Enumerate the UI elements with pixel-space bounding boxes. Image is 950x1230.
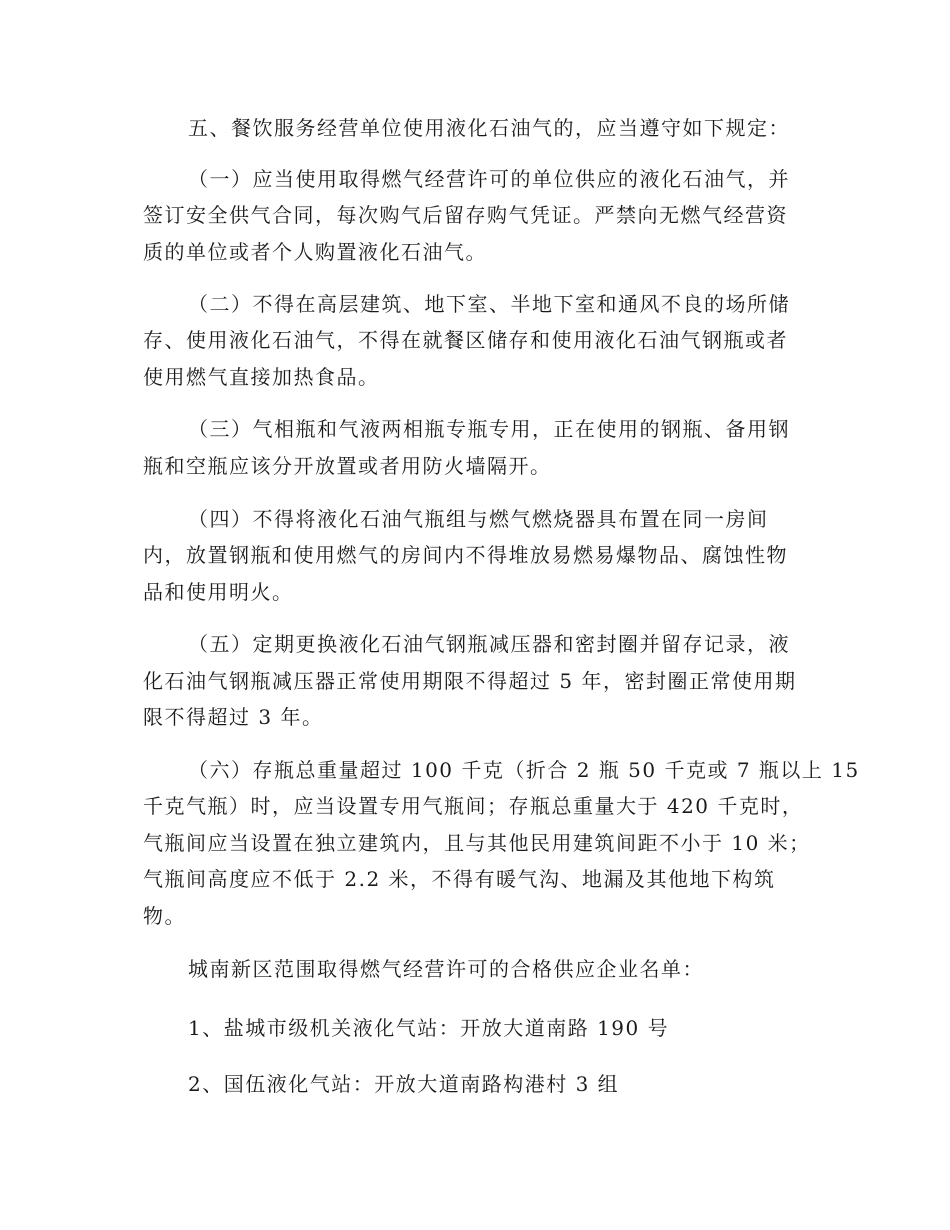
paragraph-line: 内，放置钢瓶和使用燃气的房间内不得堆放易燃易爆物品、腐蚀性物 bbox=[143, 543, 788, 567]
paragraph-line: 物。 bbox=[143, 904, 186, 928]
paragraph-line: （四）不得将液化石油气瓶组与燃气燃烧器具布置在同一房间 bbox=[188, 507, 769, 531]
paragraph-line: （五）定期更换液化石油气钢瓶减压器和密封圈并留存记录，液 bbox=[188, 632, 790, 656]
paragraph-line: 千克气瓶）时，应当设置专用气瓶间；存瓶总重量大于 420 千克时， bbox=[143, 794, 804, 818]
paragraph-line: 使用燃气直接加热食品。 bbox=[143, 365, 380, 389]
paragraph-line: 瓶和空瓶应该分开放置或者用防火墙隔开。 bbox=[143, 454, 552, 478]
paragraph-line: 存、使用液化石油气，不得在就餐区储存和使用液化石油气钢瓶或者 bbox=[143, 328, 788, 352]
paragraph-line: （一）应当使用取得燃气经营许可的单位供应的液化石油气，并 bbox=[188, 167, 790, 191]
paragraph-line: 气瓶间应当设置在独立建筑内，且与其他民用建筑间距不小于 10 米； bbox=[143, 831, 811, 855]
paragraph-line: 品和使用明火。 bbox=[143, 580, 294, 604]
paragraph-line: 化石油气钢瓶减压器正常使用期限不得超过 5 年，密封圈正常使用期 bbox=[143, 669, 797, 693]
paragraph-line: （六）存瓶总重量超过 100 千克（折合 2 瓶 50 千克或 7 瓶以上 15 bbox=[188, 758, 860, 782]
paragraph-line: 签订安全供气合同，每次购气后留存购气凭证。严禁向无燃气经营资 bbox=[143, 203, 788, 227]
list-heading: 城南新区范围取得燃气经营许可的合格供应企业名单： bbox=[188, 957, 704, 981]
list-item: 2、国伍液化气站：开放大道南路构港村 3 组 bbox=[188, 1072, 620, 1096]
paragraph-line: 气瓶间高度应不低于 2.2 米，不得有暖气沟、地漏及其他地下构筑 bbox=[143, 867, 776, 891]
paragraph-line: （三）气相瓶和气液两相瓶专瓶专用，正在使用的钢瓶、备用钢 bbox=[188, 417, 790, 441]
paragraph-line: 限不得超过 3 年。 bbox=[143, 705, 324, 729]
paragraph-line: 质的单位或者个人购置液化石油气。 bbox=[143, 240, 487, 264]
paragraph-line: （二）不得在高层建筑、地下室、半地下室和通风不良的场所储 bbox=[188, 292, 790, 316]
list-item: 1、盐城市级机关液化气站：开放大道南路 190 号 bbox=[188, 1016, 670, 1040]
section-heading: 五、餐饮服务经营单位使用液化石油气的，应当遵守如下规定： bbox=[188, 116, 790, 140]
